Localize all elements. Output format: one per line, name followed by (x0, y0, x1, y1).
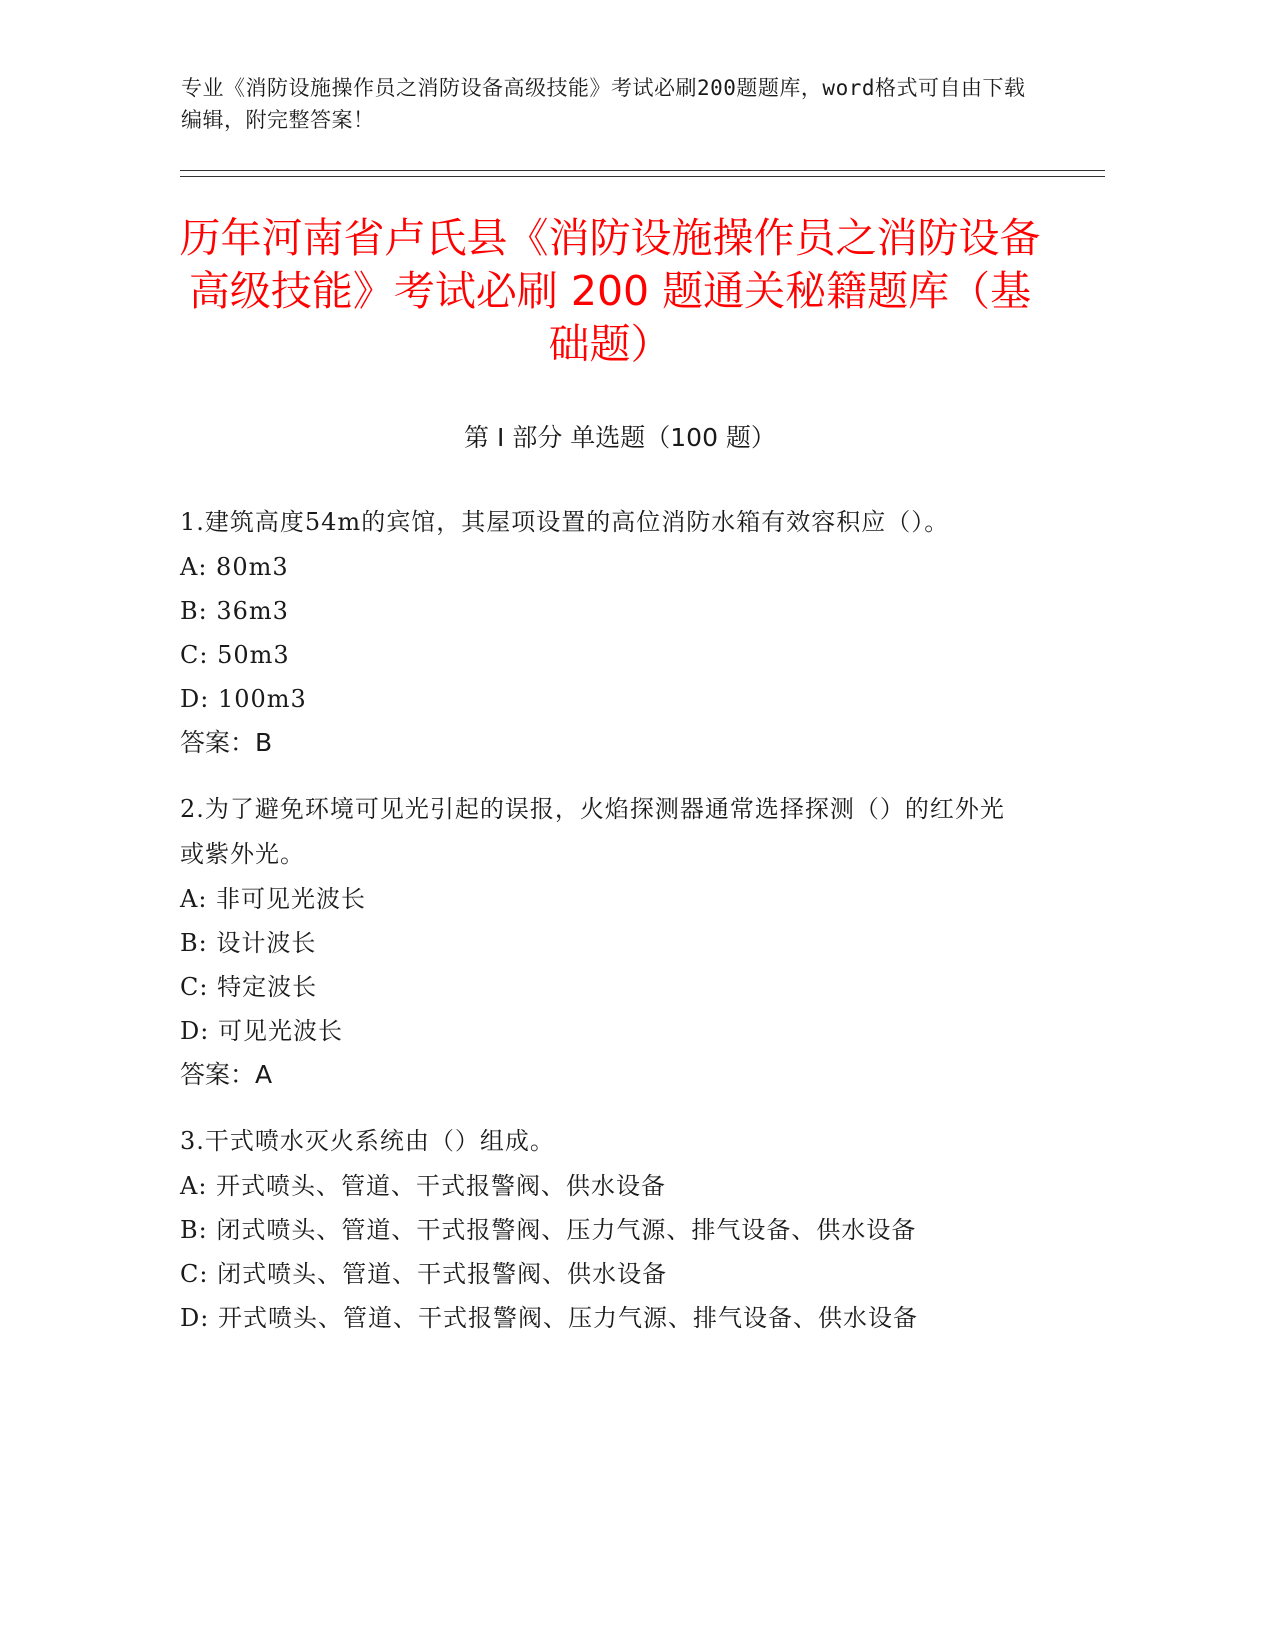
document-title: 历年河南省卢氏县《消防设施操作员之消防设备高级技能》考试必刷 200 题通关秘籍题库（基础题） (179, 214, 1041, 368)
option-a: A: 开式喷头、管道、干式报警阀、供水设备 (180, 1172, 667, 1200)
question-2 (180, 787, 1020, 1097)
answer: 答案：B (180, 728, 273, 757)
question-stem: 2.为了避免环境可见光引起的误报，火焰探测器通常选择探测（）的红外光或紫外光。 (180, 795, 1005, 868)
option-b: B: 36m3 (180, 597, 289, 625)
header-divider-bottom (180, 176, 1105, 177)
question-1 (180, 500, 1020, 765)
question-list (180, 500, 1020, 1362)
option-c: C: 特定波长 (180, 973, 318, 1001)
question-3 (180, 1119, 1020, 1340)
section-heading: 第 I 部分 单选题（100 题） (464, 423, 776, 452)
answer: 答案：A (180, 1060, 273, 1089)
question-stem: 1.建筑高度54m的宾馆，其屋项设置的高位消防水箱有效容积应（）。 (180, 508, 950, 536)
option-a: A: 80m3 (180, 553, 289, 581)
option-a: A: 非可见光波长 (180, 885, 367, 913)
option-d: D: 可见光波长 (180, 1017, 343, 1045)
option-d: D: 100m3 (180, 685, 307, 713)
option-b: B: 设计波长 (180, 929, 317, 957)
header-divider-top (180, 170, 1105, 171)
option-c: C: 50m3 (180, 641, 290, 669)
question-stem: 3.干式喷水灭火系统由（）组成。 (180, 1127, 555, 1155)
option-d: D: 开式喷头、管道、干式报警阀、压力气源、排气设备、供水设备 (180, 1304, 918, 1332)
header-note: 专业《消防设施操作员之消防设备高级技能》考试必刷200题题库，word格式可自由下载编辑，附完整答案！ (181, 76, 1026, 132)
option-c: C: 闭式喷头、管道、干式报警阀、供水设备 (180, 1260, 668, 1288)
option-b: B: 闭式喷头、管道、干式报警阀、压力气源、排气设备、供水设备 (180, 1216, 917, 1244)
